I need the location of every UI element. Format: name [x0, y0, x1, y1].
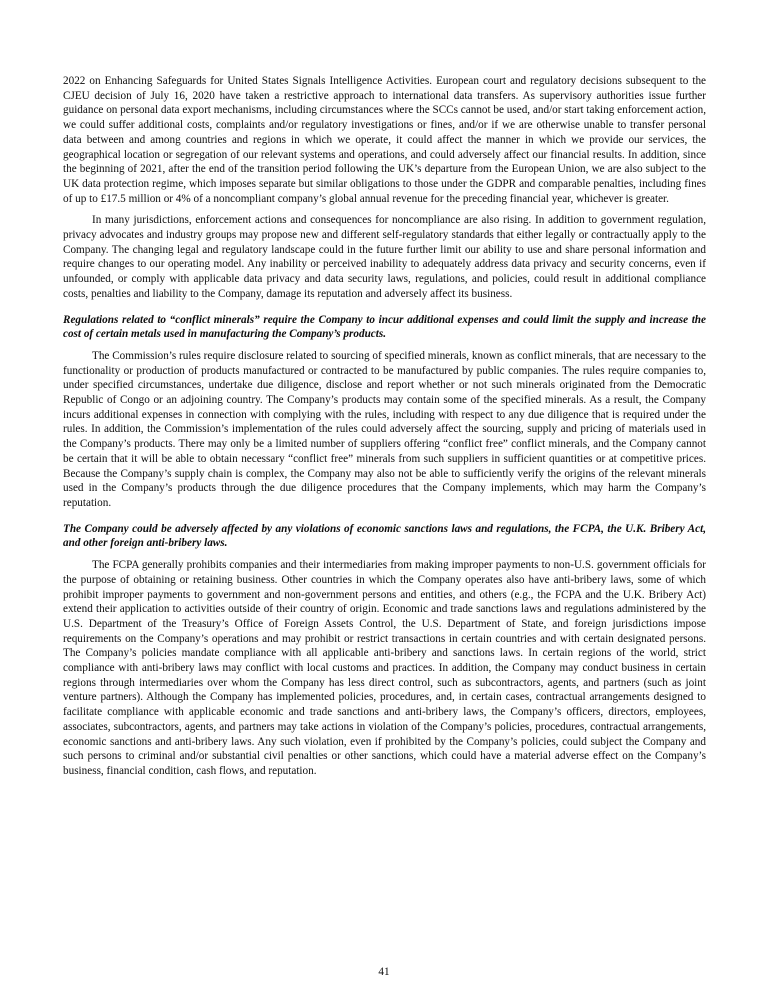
heading-conflict-minerals: Regulations related to “conflict minerals” require the Company to incur additional expenses and could limit the supply and increase the cost of certain metals used in manufacturing the Company’s products.	[63, 313, 706, 341]
paragraph-data-transfers-continuation: 2022 on Enhancing Safeguards for United States Signals Intelligence Activities. European court and regulatory decisions subsequent to the CJEU decision of July 16, 2020 have taken a restrictive approach to international data transfers. As supervisory authorities issue further guidance on personal data export mechanisms, including circumstances where the SCCs cannot be used, and/or start taking enforcement action, we could suffer additional costs, complaints and/or regulatory investigations or fines, and/or if we are otherwise unable to transfer personal data between and among countries and regions in which we operate, it could affect the manner in which we provide our services, the geographical location or segregation of our relevant systems and operations, and could adversely affect our financial results. In addition, since the beginning of 2021, after the end of the transition period following the UK’s departure from the European Union, we are also subject to the UK data protection regime, which imposes separate but similar obligations to those under the GDPR and comparable penalties, including fines of up to £17.5 million or 4% of a noncompliant company’s global annual revenue for the preceding financial year, whichever is greater.	[63, 75, 706, 205]
page-number: 41	[378, 966, 390, 979]
paragraph-enforcement-actions: In many jurisdictions, enforcement actions and consequences for noncompliance are also rising. In addition to government regulation, privacy advocates and industry groups may propose new and different self-regulatory standards that either legally or contractually apply to the Company. The changing legal and regulatory landscape could in the future further limit our ability to use and share personal information and require changes to our operating model. Any inability or perceived inability to adequately address data privacy and security concerns, even if unfounded, or comply with applicable data privacy and data security laws, regulations, and policies, could result in additional compliance costs, penalties and liability to the Company, damage its reputation and adversely affect its business.	[63, 214, 706, 300]
paragraph-fcpa-sanctions: The FCPA generally prohibits companies and their intermediaries from making improper payments to non-U.S. government officials for the purpose of obtaining or retaining business. Other countries in which the Company operates also have anti-bribery laws, some of which prohibit improper payments to government and non-government persons and entities, and others (e.g., the FCPA and the U.K. Bribery Act) extend their application to activities outside of their country of origin. Economic and trade sanctions laws and regulations administered by the U.S. Department of the Treasury’s Office of Foreign Assets Control, the U.S. Department of State, and foreign jurisdictions impose requirements on the Company’s operations and may prohibit or restrict transactions in certain countries and with certain designated persons. The Company’s policies mandate compliance with all applicable anti-bribery and sanctions laws. In certain regions of the world, strict compliance with anti-bribery laws may conflict with local customs and practices. In addition, the Company may conduct business in certain regions through intermediaries over whom the Company has less direct control, such as subcontractors, agents, and partners (such as joint venture partners). Although the Company has implemented policies, procedures, and, in certain cases, contractual arrangements designed to facilitate compliance with applicable economic and trade sanctions and anti-bribery laws, the Company’s officers, directors, employees, associates, subcontractors, agents, and partners may take actions in violation of the Company’s policies, procedures, contractual arrangements, economic sanctions and anti-bribery laws. Any such violation, even if prohibited by the Company’s policies, could subject the Company and such persons to criminal and/or substantial civil penalties or other sanctions, which could have a material adverse effect on the Company’s business, financial condition, cash flows, and reputation.	[63, 559, 706, 777]
paragraph-conflict-minerals-rules: The Commission’s rules require disclosure related to sourcing of specified minerals, known as conflict minerals, that are necessary to the functionality or production of products manufactured or contracted to be manufactured by public companies. The rules require companies to, under specified circumstances, undertake due diligence, disclose and report whether or not such minerals originated from the Democratic Republic of Congo or an adjoining country. The Company’s products may contain some of the specified minerals. As a result, the Company incurs additional expenses in connection with complying with the rules, including with respect to any due diligence that is required under the rules. In addition, the Commission’s implementation of the rules could adversely affect the sourcing, supply and pricing of materials used in the Company’s products. There may only be a limited number of suppliers offering “conflict free” conflict minerals, and the Company cannot be certain that it will be able to obtain necessary “conflict free” minerals from such suppliers in sufficient quantities or at competitive prices. Because the Company’s supply chain is complex, the Company may also not be able to sufficiently verify the origins of the relevant minerals used in the Company’s products through the due diligence procedures that the Company implements, which may harm the Company’s reputation.	[63, 349, 706, 509]
heading-sanctions-fcpa-bribery: The Company could be adversely affected by any violations of economic sanctions laws and regulations, the FCPA, the U.K. Bribery Act, and other foreign anti-bribery laws.	[63, 522, 706, 550]
